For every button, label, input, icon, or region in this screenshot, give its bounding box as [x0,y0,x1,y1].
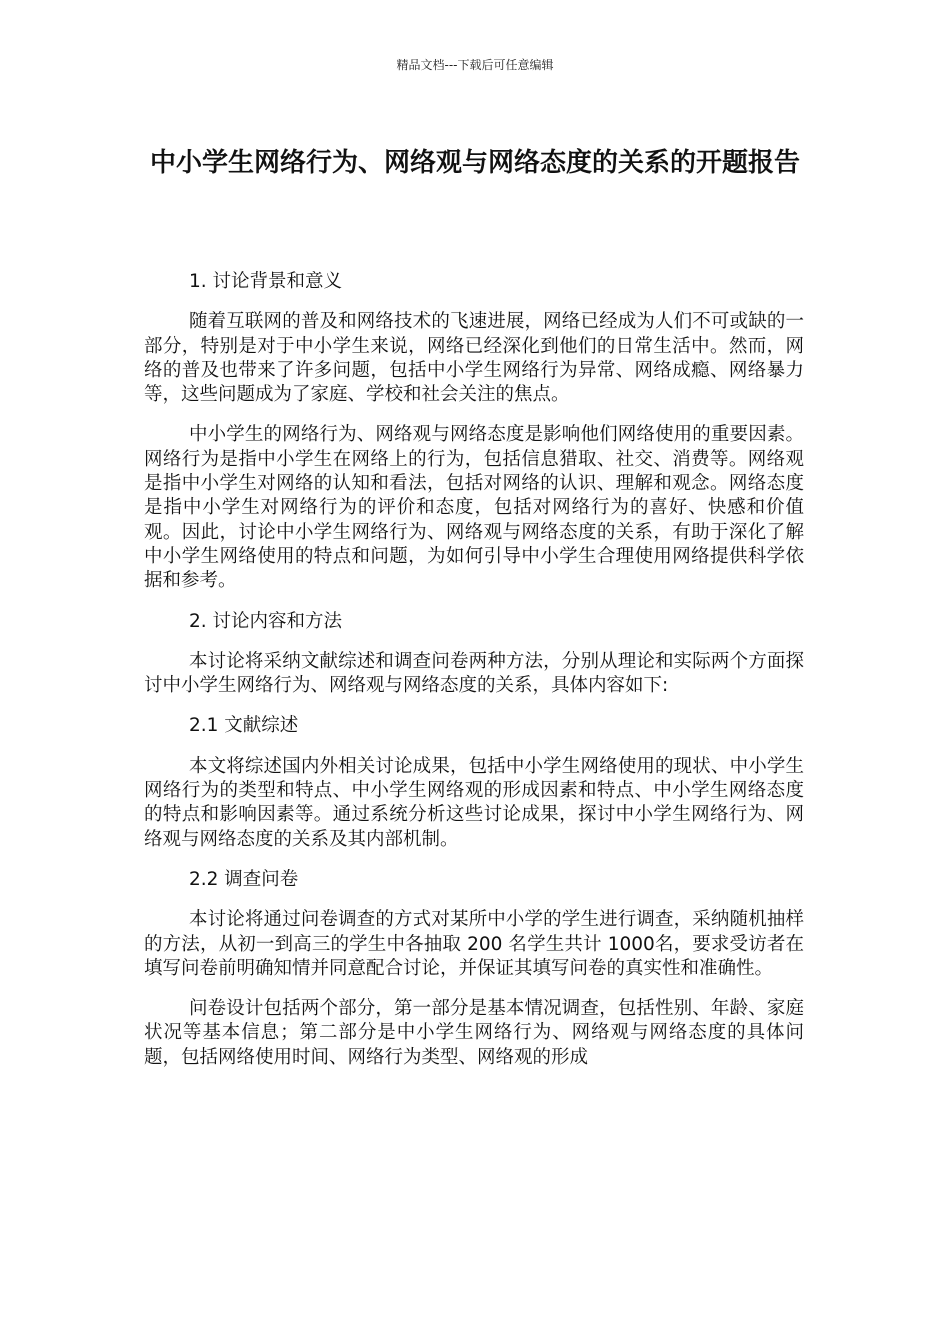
paragraph: 随着互联网的普及和网络技术的飞速进展，网络已经成为人们不可或缺的一部分，特别是对于中小学生来说，网络已经深化到他们的日常生活中。然而，网络的普及也带来了许多问题，包括中小学生网络行为异常、网络成瘾、网络暴力等，这些问题成为了家庭、学校和社会关注的焦点。 [144,311,804,406]
section-heading-2-1: 2.1 文献综述 [189,715,299,737]
header-note: 精品文档---下载后可任意编辑 [396,58,554,72]
document-body [144,270,804,1086]
paragraph: 问卷设计包括两个部分，第一部分是基本情况调查，包括性别、年龄、家庭状况等基本信息；第二部分是中小学生网络行为、网络观与网络态度的具体问题，包括网络使用时间、网络行为类型、网络观的形成 [144,998,804,1068]
paragraph: 本讨论将采纳文献综述和调查问卷两种方法，分别从理论和实际两个方面探讨中小学生网络行为、网络观与网络态度的关系，具体内容如下: [144,650,804,697]
section-heading-1: 1. 讨论背景和意义 [189,271,343,292]
paragraph: 本讨论将通过问卷调查的方式对某所中小学的学生进行调查，采纳随机抽样的方法，从初一到高三的学生中各抽取 200 名学生共计 1000名，要求受访者在填写问卷前明确知情并同意配合讨论，并保证其填写问卷的真实性和准确性。 [144,909,804,979]
paragraph: 本文将综述国内外相关讨论成果，包括中小学生网络使用的现状、中小学生网络行为的类型和特点、中小学生网络观的形成因素和特点、中小学生网络态度的特点和影响因素等。通过系统分析这些讨论成果，探讨中小学生网络行为、网络观与网络态度的关系及其内部机制。 [144,755,804,850]
document-title: 中小学生网络行为、网络观与网络态度的关系的开题报告 [149,148,800,178]
paragraph: 中小学生的网络行为、网络观与网络态度是影响他们网络使用的重要因素。网络行为是指中小学生在网络上的行为，包括信息猎取、社交、消费等。网络观是指中小学生对网络的认知和看法，包括对网络的认识、理解和观念。网络态度是指中小学生对网络行为的评价和态度，包括对网络行为的喜好、快感和价值观。因此，讨论中小学生网络行为、网络观与网络态度的关系，有助于深化了解中小学生网络使用的特点和问题，为如何引导中小学生合理使用网络提供科学依据和参考。 [144,424,804,592]
section-heading-2: 2. 讨论内容和方法 [189,610,343,632]
section-heading-2-2: 2.2 调查问卷 [189,868,299,890]
